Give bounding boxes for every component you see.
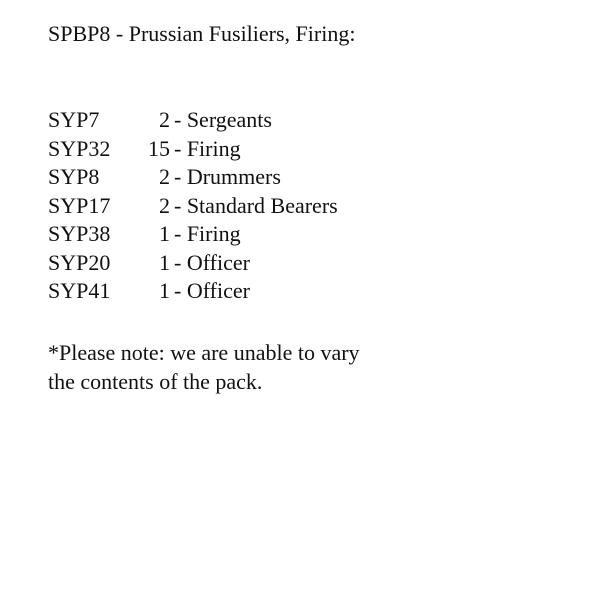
- item-code: SYP32: [48, 135, 111, 161]
- item-quantity: 1: [159, 249, 170, 275]
- item-description: - Sergeants: [174, 107, 272, 132]
- item-description: - Officer: [174, 278, 250, 303]
- item-code: SYP20: [48, 249, 111, 275]
- pack-note: *Please note: we are unable to vary the contents of the pack.: [48, 340, 360, 394]
- item-quantity: 1: [159, 278, 170, 303]
- item-description: - Drummers: [174, 164, 281, 189]
- item-quantity: 1: [159, 221, 170, 246]
- item-description: - Firing: [174, 135, 241, 161]
- item-quantity: 2: [159, 164, 170, 189]
- item-code: SYP8: [48, 164, 100, 189]
- item-description: - Standard Bearers: [174, 192, 338, 218]
- pack-title: SPBP8 - Prussian Fusiliers, Firing:: [48, 21, 356, 46]
- item-quantity: 2: [159, 107, 170, 132]
- item-description: - Firing: [174, 221, 241, 246]
- item-quantity: 2: [159, 192, 170, 218]
- item-description: - Officer: [174, 249, 250, 275]
- item-quantity: 15: [148, 135, 170, 161]
- item-code: SYP17: [48, 192, 111, 218]
- item-code: SYP41: [48, 278, 111, 303]
- item-code: SYP7: [48, 107, 100, 132]
- item-code: SYP38: [48, 221, 111, 246]
